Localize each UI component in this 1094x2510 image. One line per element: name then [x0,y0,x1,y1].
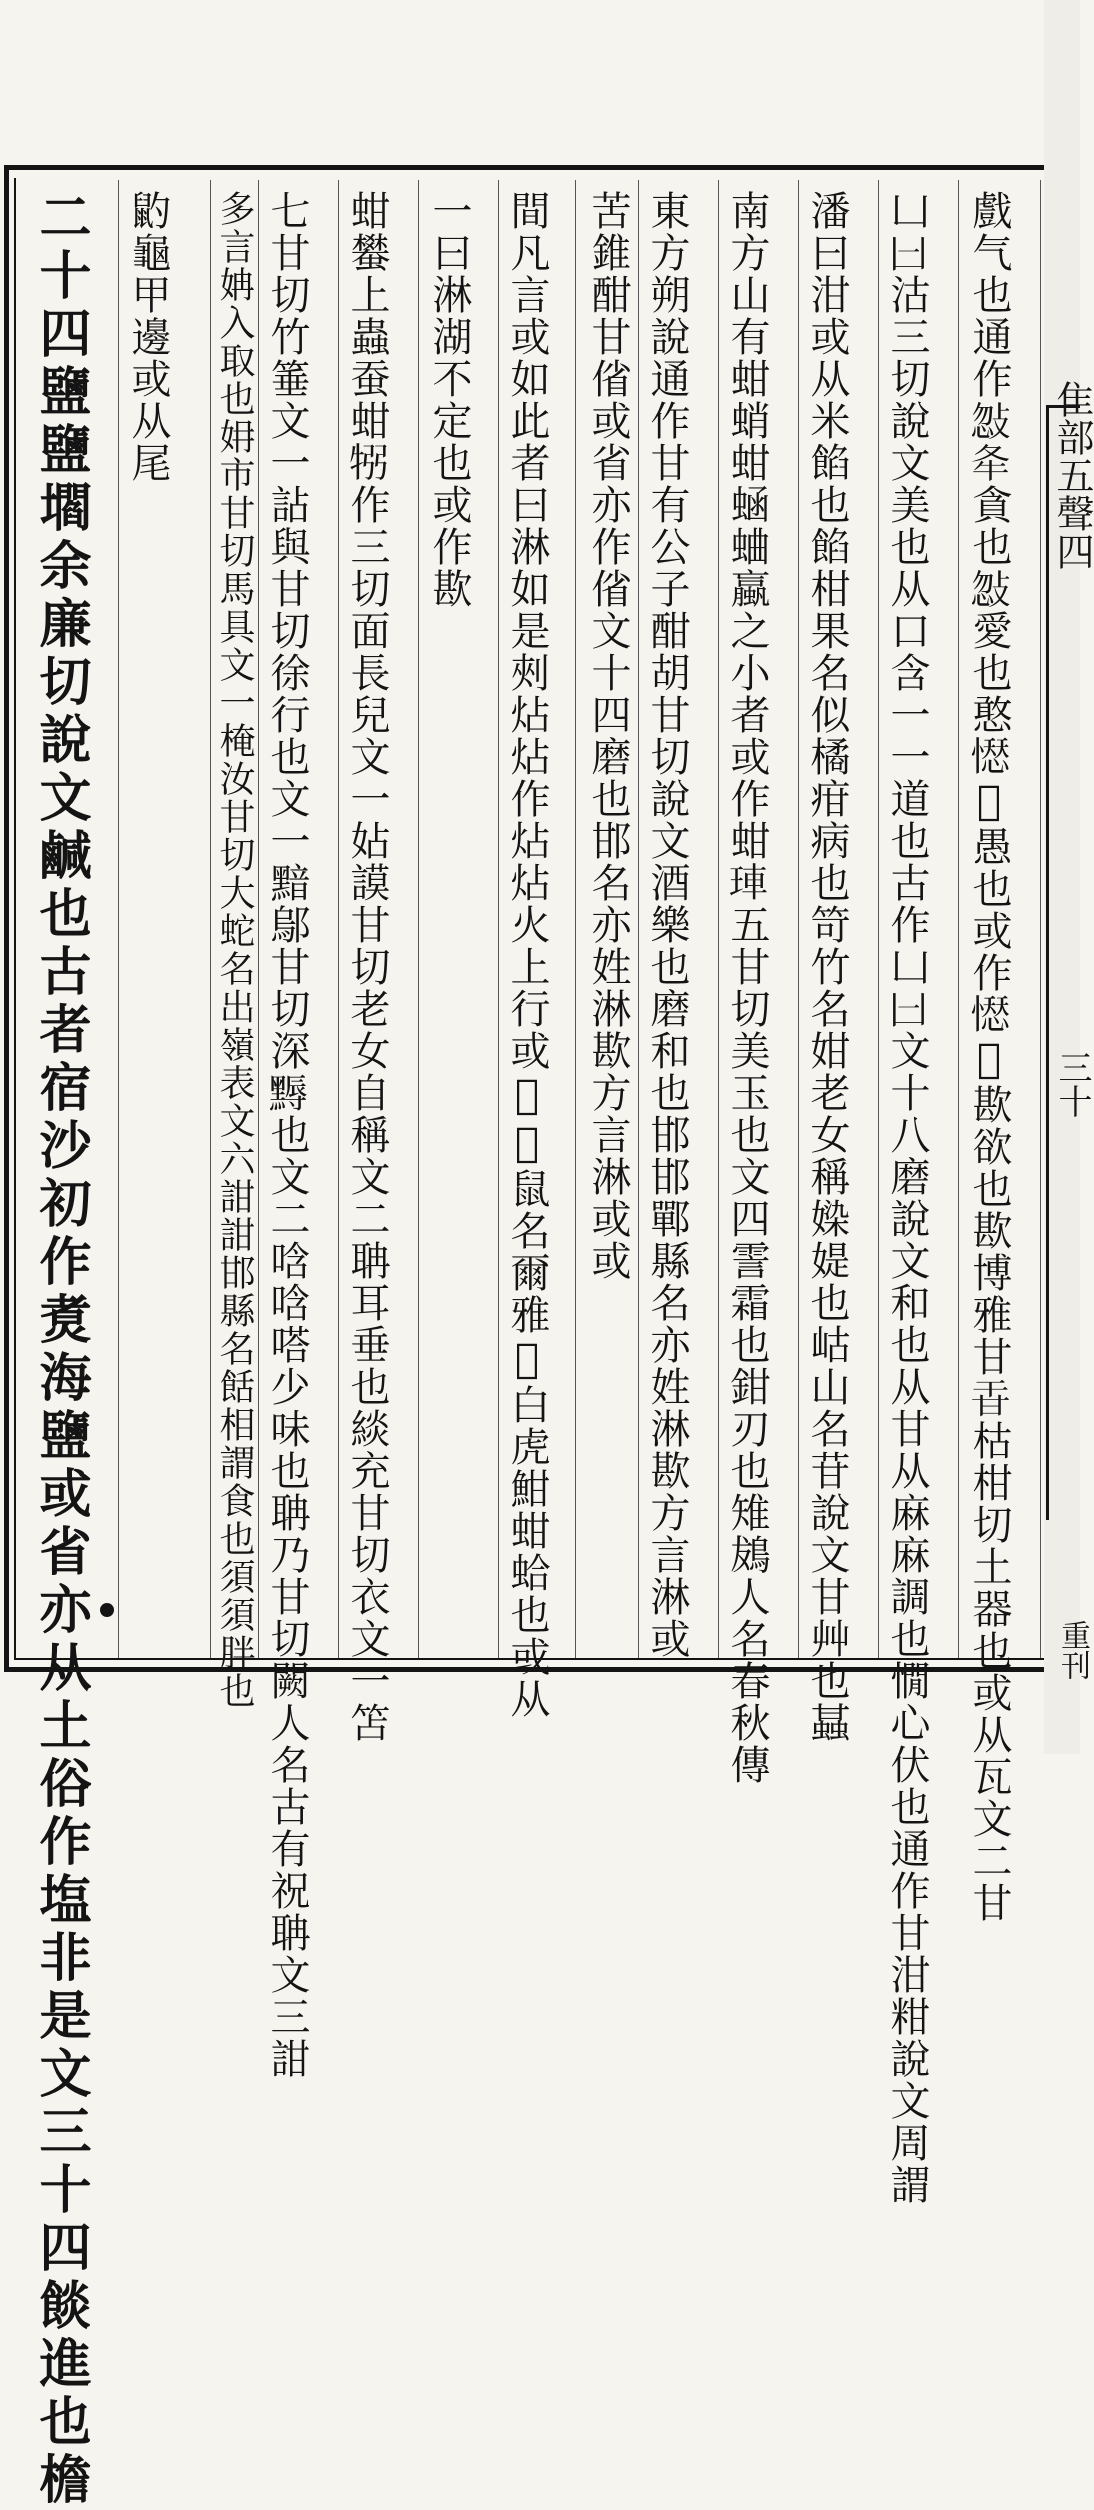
rhyme-heading-column: 二十四鹽鹽壛余廉切說文鹹也古者宿沙初作煑海鹽或省亦从土俗作塩非是文三十四餤進也檐 [30,190,91,2510]
column-rule [958,180,959,1658]
column-rule [798,180,799,1658]
margin-folio: 三十 [1052,1050,1092,1118]
text-column-8: 一曰淋湖不定也或作歁 [426,190,472,610]
column-rule [418,180,419,1658]
column-rule [498,180,499,1658]
column-rule [718,180,719,1658]
column-rule [258,180,259,1658]
column-rule [210,180,211,1658]
column-rule [118,180,119,1658]
text-column-3: 潘曰泔或从米餡也餡柑果名似橘疳病也笴竹名姏老女稱媣媞也岵山名苷說文甘艸也䗣 [804,190,850,1744]
text-column-10: 七甘切竹箠文一詀與甘切徐行也文一黯鄔甘切深𪑾也文二唅唅嗒少味也聃乃甘切闕人名古有祝聃文三詌 [264,190,310,2080]
text-column-12: 䶂龜甲邊或从尾 [125,190,171,484]
section-marker [100,1603,114,1617]
text-column-4: 南方山有蚶蛸蚶蜬蛐蠃之小者或作蚶𤥭五甘切美玉也文四霅霜也鉗刃也雉䳊人名春秋傳 [724,190,770,1786]
margin-strip [1046,405,1080,1520]
margin-edition: 重刊 [1055,1620,1090,1680]
text-column-7: 間凡言或如此者曰淋如是㓨炶炶作炶炶火上行或𧇡𧇡鼠名爾雅𧇡白虎魽蚶蛤也或从 [504,190,550,1720]
margin-title: 隹部五聲四 [1050,380,1094,570]
text-column-2: 凵𠙵沽三切說文美也从口含一一道也古作凵𠙵文十八磨說文和也从甘从麻麻調也憪心伏也通作甘泔粓說文周謂 [884,190,930,2206]
column-rule [638,180,639,1658]
column-rule [878,180,879,1658]
column-rule [1040,180,1041,1658]
column-rule [575,180,576,1658]
text-column-11: 多言姌入取也㚩市甘切馬具文一㭺汝甘切大蛇名出嶺表文六詌詌邯縣名餂相謂食也須須胖也 [214,190,255,1710]
column-rule [338,180,339,1658]
text-column-9: 蚶蠜上蟲蚕蚶𤙗作三切面長兒文一㚲謨甘切老女自稱文二聃耳垂也緂充甘切衣文一笘 [344,190,390,1744]
text-column-5: 東方朔說通作甘有公子酣胡甘切說文酒樂也磨和也邯邯鄲縣名亦姓淋歁方言淋或 [644,190,690,1660]
text-column-1: 戲气也通作𢽨𡕘貪也𢽨愛也憨𢡊𢼈愚也或作𢡊𢼈歁欲也歁博雅甘𤮻枯柑切土器也或从瓦文二甘 [966,190,1012,1924]
text-column-6: 苦錐酣甘偗或省亦作偗文十四磨也邯名亦姓淋歁方言淋或或 [585,190,631,1282]
